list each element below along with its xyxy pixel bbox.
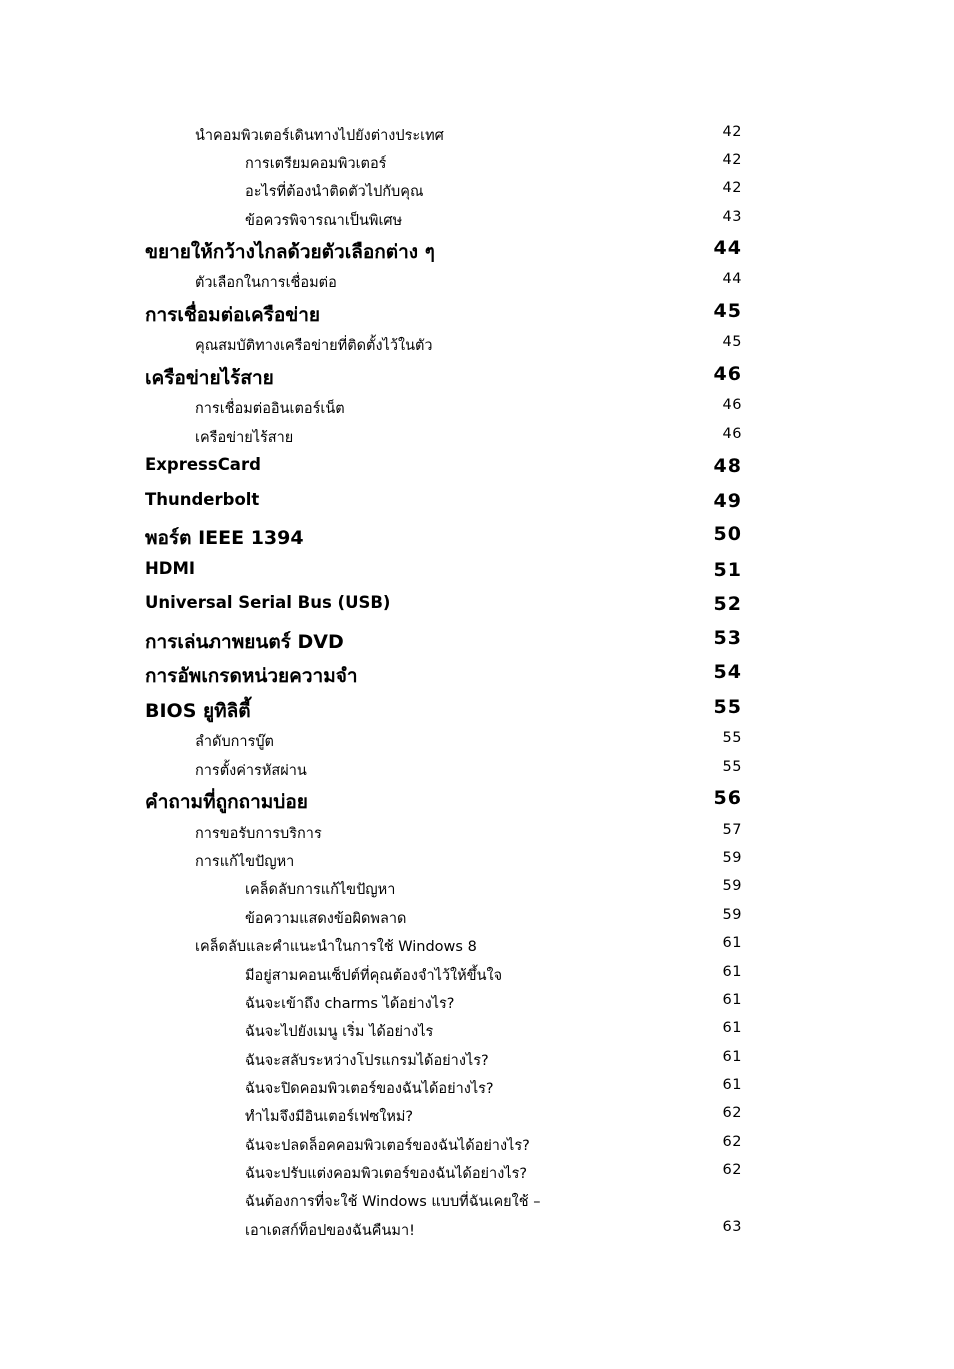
toc-entry-title: การตั้งค่ารหัสผ่าน xyxy=(195,763,307,779)
toc-entry-page-number: 61 xyxy=(722,1049,742,1065)
toc-entry-title: Universal Serial Bus (USB) xyxy=(145,593,391,612)
toc-entry-title: ข้อควรพิจารณาเป็นพิเศษ xyxy=(245,213,403,229)
toc-entry-title: ฉันต้องการที่จะใช้ Windows แบบที่ฉันเคยใช้ – xyxy=(245,1194,541,1210)
toc-entry-title: การเชื่อมต่ออินเตอร์เน็ต xyxy=(195,401,345,417)
toc-entry-title: การเล่นภาพยนตร์ DVD xyxy=(145,631,344,653)
toc-entry-title: เคล็ดลับการแก้ไขปัญหา xyxy=(245,882,396,898)
toc-entry-title: เอาเดสก์ท็อปของฉันคืนมา! xyxy=(245,1223,415,1239)
toc-entry-page-number: 44 xyxy=(722,271,742,287)
toc-entry-title: Thunderbolt xyxy=(145,490,260,509)
toc-entry-title: นำคอมพิวเตอร์เดินทางไปยังต่างประเทศ xyxy=(195,128,444,144)
toc-entry-title: พอร์ต IEEE 1394 xyxy=(145,527,304,549)
toc-entry-page-number: 57 xyxy=(722,822,742,838)
toc-entry-page-number: 55 xyxy=(722,759,742,775)
toc-entry-page-number: 56 xyxy=(713,787,742,809)
toc-entry-title: การเตรียมคอมพิวเตอร์ xyxy=(245,156,387,172)
toc-entry-page-number: 61 xyxy=(722,935,742,951)
toc-entry-page-number: 59 xyxy=(722,907,742,923)
toc-entry-title: เครือข่ายไร้สาย xyxy=(145,367,274,389)
toc-entry-title: เคล็ดลับและคำแนะนำในการใช้ Windows 8 xyxy=(195,939,477,955)
toc-entry-title: ฉันจะปิดคอมพิวเตอร์ของฉันได้อย่างไร? xyxy=(245,1081,494,1097)
toc-entry-title: ExpressCard xyxy=(145,455,261,474)
toc-entry-title: HDMI xyxy=(145,559,196,578)
toc-entry-page-number: 46 xyxy=(722,397,742,413)
toc-entry-page-number: 43 xyxy=(722,209,742,225)
toc-entry-title: อะไรที่ต้องนำติดตัวไปกับคุณ xyxy=(245,184,424,200)
toc-entry-page-number: 42 xyxy=(722,152,742,168)
toc-entry-page-number: 63 xyxy=(722,1219,742,1235)
toc-entry-title: ฉันจะไปยังเมนู เริ่ม ได้อย่างไร xyxy=(245,1024,434,1040)
toc-entry-title: ฉันจะสลับระหว่างโปรแกรมได้อย่างไร? xyxy=(245,1053,489,1069)
toc-entry-page-number: 52 xyxy=(713,593,742,615)
toc-entry-title: ทำไมจึงมีอินเตอร์เฟซใหม่? xyxy=(245,1109,414,1125)
toc-entry-page-number: 61 xyxy=(722,1077,742,1093)
toc-entry-title: ฉันจะปรับแต่งคอมพิวเตอร์ของฉันได้อย่างไร? xyxy=(245,1166,528,1182)
toc-entry-page-number: 55 xyxy=(722,730,742,746)
toc-entry-title: คำถามที่ถูกถามบ่อย xyxy=(145,791,308,813)
toc-entry-page-number: 59 xyxy=(722,878,742,894)
toc-entry-page-number: 61 xyxy=(722,1020,742,1036)
toc-entry-page-number: 61 xyxy=(722,964,742,980)
toc-entry-page-number: 42 xyxy=(722,180,742,196)
toc-entry-title: ฉันจะเข้าถึง charms ได้อย่างไร? xyxy=(245,996,455,1012)
toc-entry-page-number: 61 xyxy=(722,992,742,1008)
toc-entry-page-number: 62 xyxy=(722,1105,742,1121)
toc-entry-page-number: 46 xyxy=(722,426,742,442)
toc-entry-title: มีอยู่สามคอนเซ็ปต์ที่คุณต้องจำไว้ให้ขึ้นใจ xyxy=(245,968,503,984)
toc-entry-page-number: 48 xyxy=(713,455,742,477)
toc-entry-title: ตัวเลือกในการเชื่อมต่อ xyxy=(195,275,337,291)
toc-entry-title: การขอรับการบริการ xyxy=(195,826,322,842)
toc-entry-title: ขยายให้กว้างไกลด้วยตัวเลือกต่าง ๆ xyxy=(145,241,435,263)
toc-entry-title: ลำดับการบู๊ต xyxy=(195,734,274,750)
toc-entry-title: คุณสมบัติทางเครือข่ายที่ติดตั้งไว้ในตัว xyxy=(195,338,433,354)
toc-entry-page-number: 59 xyxy=(722,850,742,866)
toc-entry-title: BIOS ยูทิลิตี้ xyxy=(145,700,251,722)
toc-entry-page-number: 55 xyxy=(713,696,742,718)
toc-entry-title: การอัพเกรดหน่วยความจำ xyxy=(145,665,358,687)
toc-entry-title: ฉันจะปลดล็อคคอมพิวเตอร์ของฉันได้อย่างไร? xyxy=(245,1138,530,1154)
toc-entry-page-number: 45 xyxy=(713,300,742,322)
toc-entry-page-number: 46 xyxy=(713,363,742,385)
toc-entry-page-number: 45 xyxy=(722,334,742,350)
toc-entry-title: การแก้ไขปัญหา xyxy=(195,854,295,870)
toc-entry-title: เครือข่ายไร้สาย xyxy=(195,430,294,446)
toc-entry-page-number: 53 xyxy=(713,627,742,649)
toc-entry-page-number: 49 xyxy=(713,490,742,512)
toc-entry-page-number: 62 xyxy=(722,1134,742,1150)
toc-entry-page-number: 42 xyxy=(722,124,742,140)
toc-entry-page-number: 44 xyxy=(713,237,742,259)
toc-entry-page-number: 50 xyxy=(713,523,742,545)
toc-entry-title: ข้อความแสดงข้อผิดพลาด xyxy=(245,911,407,927)
toc-entry-page-number: 62 xyxy=(722,1162,742,1178)
toc-entry-title: การเชื่อมต่อเครือข่าย xyxy=(145,304,321,326)
toc-entry-page-number: 51 xyxy=(713,559,742,581)
toc-entry-page-number: 54 xyxy=(713,661,742,683)
